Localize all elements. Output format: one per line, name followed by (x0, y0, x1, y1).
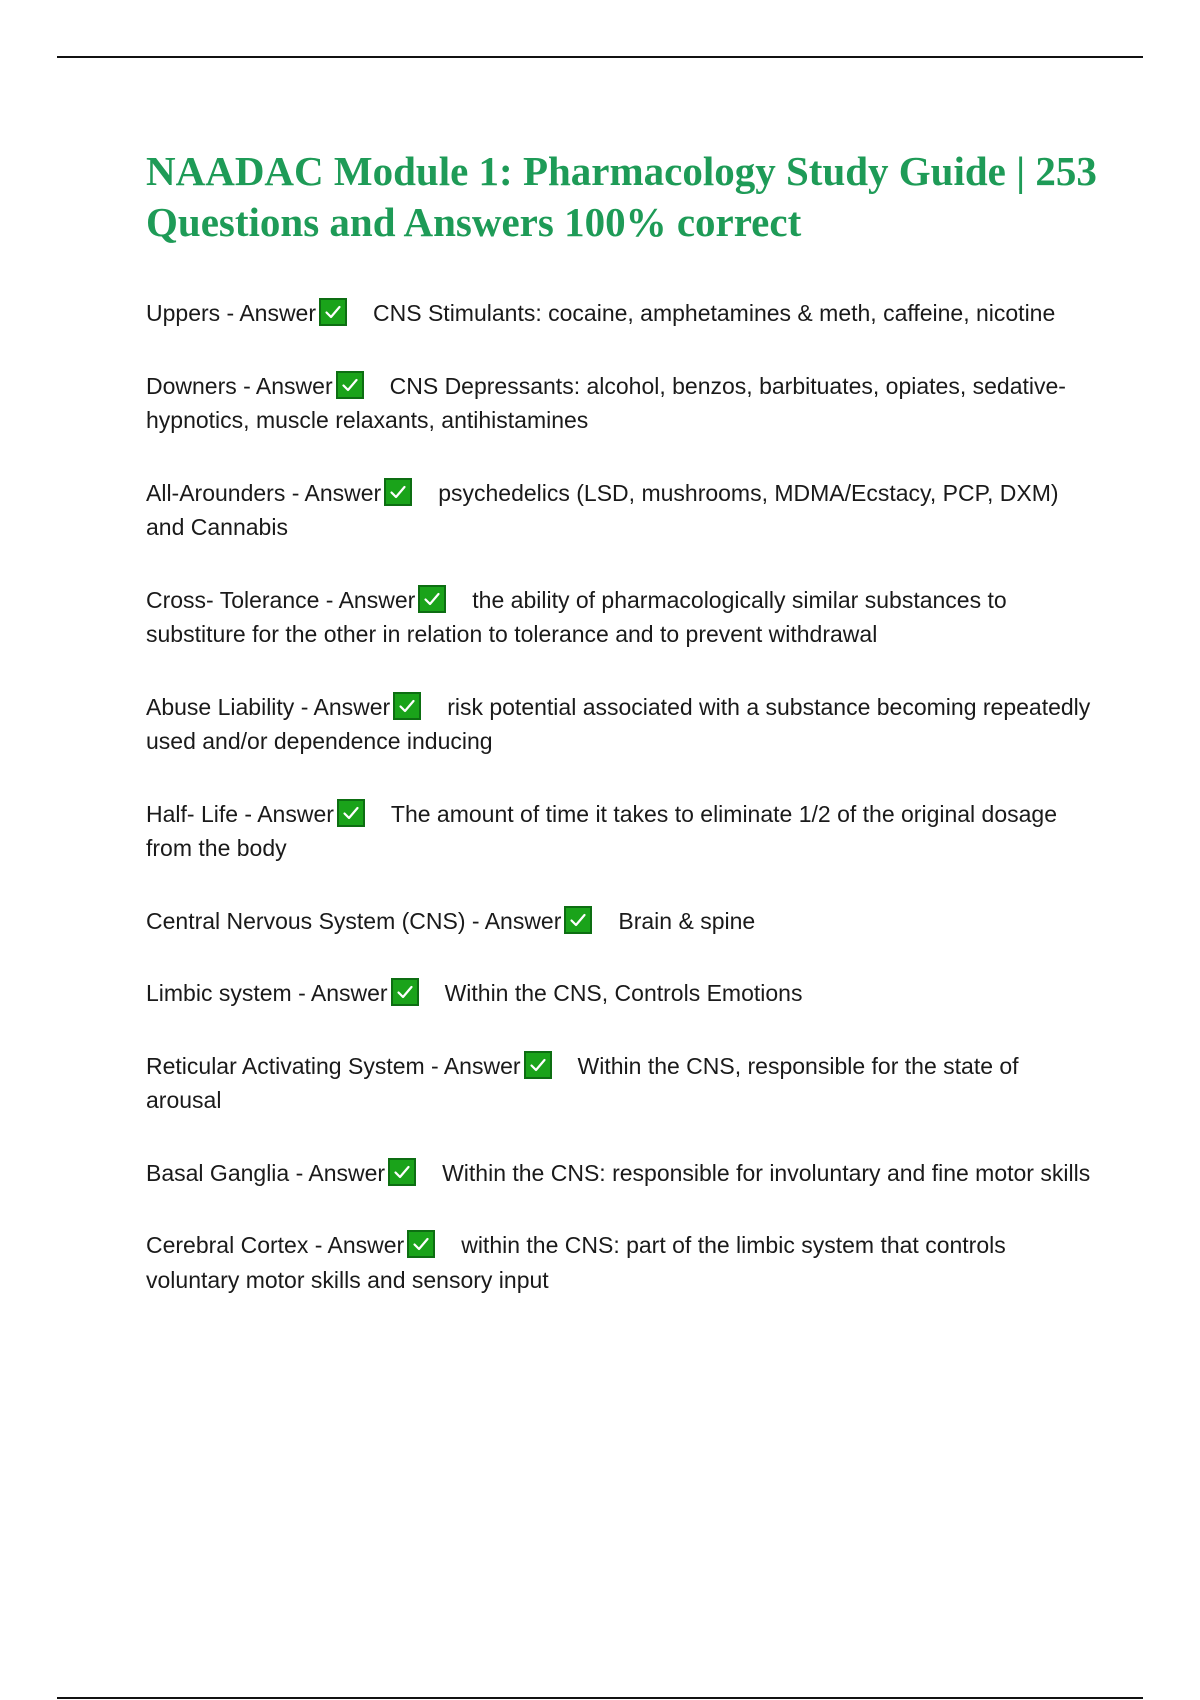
qa-answer: CNS Stimulants: cocaine, amphetamines & meth, caffeine, nicotine (373, 300, 1056, 326)
qa-term: Limbic system - Answer (146, 980, 388, 1006)
qa-item (146, 1049, 1096, 1118)
qa-item (146, 296, 1096, 331)
qa-answer: psychedelics (LSD, mushrooms, MDMA/Ecstacy, PCP, DXM) and Cannabis (146, 479, 1059, 540)
qa-answer: the ability of pharmacologically similar substances to substiture for the other in relation to tolerance and to prevent withdrawal (146, 586, 1007, 647)
qa-term: Basal Ganglia - Answer (146, 1159, 386, 1186)
checkmark-icon (393, 692, 421, 720)
qa-item (146, 583, 1096, 652)
qa-item (146, 369, 1096, 438)
qa-list (146, 296, 1096, 1335)
qa-answer: The amount of time it takes to eliminate 1/2 of the original dosage from the body (146, 800, 1058, 861)
qa-term: Cerebral Cortex - Answer (146, 1232, 405, 1258)
checkmark-icon (388, 1158, 416, 1186)
document-title: NAADAC Module 1: Pharmacology Study Guide | 253 Questions and Answers 100% correct (146, 148, 1097, 245)
qa-term: Downers - Answer (146, 372, 333, 399)
top-divider (57, 56, 1143, 58)
qa-item (146, 476, 1096, 545)
qa-answer: within the CNS: part of the limbic system that controls voluntary motor skills and sensory input (146, 1232, 1006, 1293)
qa-item (146, 690, 1096, 759)
checkmark-icon (391, 978, 419, 1006)
qa-answer: CNS Depressants: alcohol, benzos, barbituates, opiates, sedative- hypnotics, muscle relaxants, antihistamines (146, 372, 1066, 433)
checkmark-icon (407, 1230, 435, 1258)
checkmark-icon (384, 478, 412, 506)
qa-answer: Within the CNS, Controls Emotions (444, 980, 803, 1006)
checkmark-icon (564, 906, 592, 934)
qa-term: Central Nervous System (CNS) - Answer (146, 907, 562, 934)
checkmark-icon (524, 1051, 552, 1079)
qa-term: Uppers - Answer (146, 300, 317, 326)
qa-item (146, 904, 1096, 939)
qa-term: Reticular Activating System - Answer (146, 1052, 521, 1079)
qa-item (146, 1156, 1096, 1191)
checkmark-icon (337, 799, 365, 827)
qa-answer: risk potential associated with a substance becoming repeatedly used and/or dependence inducing (146, 693, 1091, 754)
qa-term: Half- Life - Answer (146, 800, 334, 827)
qa-item (146, 1228, 1096, 1297)
qa-answer: Within the CNS, responsible for the state of arousal (146, 1052, 1019, 1113)
qa-answer: Within the CNS: responsible for involuntary and fine motor skills (442, 1159, 1091, 1186)
qa-item (146, 797, 1096, 866)
bottom-divider (57, 1697, 1143, 1699)
qa-item (146, 976, 1096, 1011)
qa-answer: Brain & spine (618, 907, 756, 934)
checkmark-icon (319, 298, 347, 326)
checkmark-icon (336, 371, 364, 399)
qa-term: Cross- Tolerance - Answer (146, 586, 416, 613)
qa-term: Abuse Liability - Answer (146, 693, 391, 720)
checkmark-icon (418, 585, 446, 613)
qa-term: All-Arounders - Answer (146, 479, 382, 506)
